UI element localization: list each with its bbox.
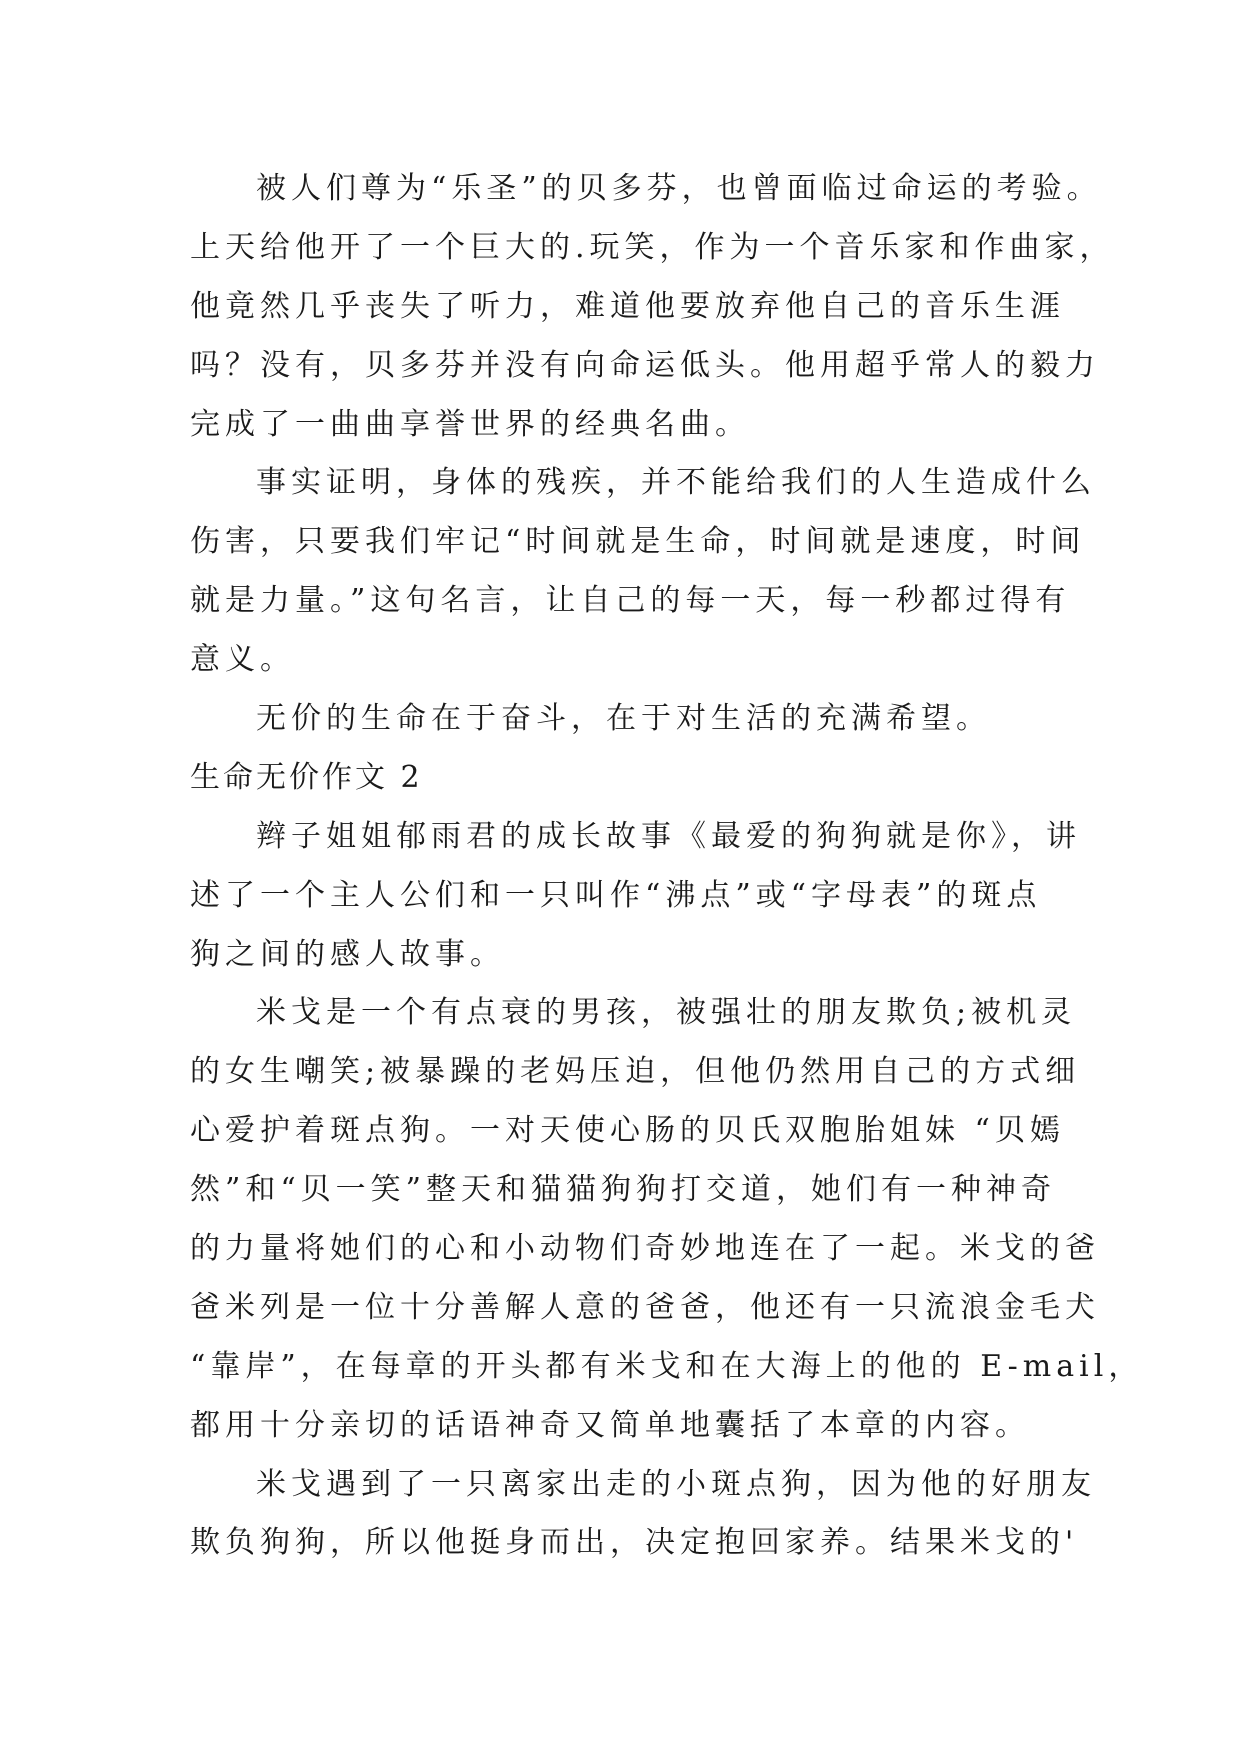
section-heading bbox=[190, 749, 1070, 808]
text-line: 述了一个主人公们和一只叫作“沸点”或“字母表”的斑点 bbox=[190, 877, 1042, 913]
paragraph-book-intro bbox=[190, 808, 1081, 985]
text-line: 然”和“贝一笑”整天和猫猫狗狗打交道，她们有一种神奇 bbox=[190, 1172, 1057, 1208]
text-line: 辫子姐姐郁雨君的成长故事《最爱的狗狗就是你》，讲 bbox=[256, 818, 1081, 854]
text-line: 的力量将她们的心和小动物们奇妙地连在了一起。米戈的爸 bbox=[190, 1231, 1100, 1267]
text-line: 的女生嘲笑;被暴躁的老妈压迫，但他仍然用自己的方式细 bbox=[190, 1054, 1081, 1090]
paragraph-characters bbox=[190, 984, 1144, 1455]
document-body bbox=[190, 160, 1144, 1573]
text-line: 完成了一曲曲享誉世界的经典名曲。 bbox=[190, 406, 750, 442]
text-line: 被人们尊为“乐圣”的贝多芬，也曾面临过命运的考验。 bbox=[256, 171, 1102, 206]
text-line: 无价的生命在于奋斗，在于对生活的充满希望。 bbox=[256, 701, 991, 737]
paragraph-facts bbox=[190, 454, 1096, 690]
section-title: 生命无价作文 2 bbox=[190, 759, 423, 795]
paragraph-beethoven bbox=[190, 160, 1115, 454]
text-line: 意义。 bbox=[190, 642, 295, 678]
text-line: 米戈遇到了一只离家出走的小斑点狗，因为他的好朋友 bbox=[256, 1466, 1096, 1502]
text-line: 狗之间的感人故事。 bbox=[190, 936, 505, 972]
text-line: 米戈是一个有点衰的男孩，被强壮的朋友欺负;被机灵 bbox=[256, 995, 1077, 1031]
text-line: 心爱护着斑点狗。一对天使心肠的贝氏双胞胎姐妹 “贝嫣 bbox=[190, 1113, 1065, 1149]
paragraph-conclusion bbox=[190, 690, 1070, 749]
text-line: 就是力量。”这句名言，让自己的每一天，每一秒都过得有 bbox=[190, 583, 1071, 619]
text-line: “靠岸”，在每章的开头都有米戈和在大海上的他的 E-mail， bbox=[190, 1348, 1144, 1384]
text-line: 事实证明，身体的残疾，并不能给我们的人生造成什么 bbox=[256, 465, 1096, 501]
text-line: 伤害，只要我们牢记“时间就是生命，时间就是速度，时间 bbox=[190, 524, 1086, 560]
text-line: 他竟然几乎丧失了听力，难道他要放弃他自己的音乐生涯 bbox=[190, 288, 1065, 324]
text-line: 上天给他开了一个巨大的.玩笑，作为一个音乐家和作曲家， bbox=[190, 229, 1115, 265]
paragraph-story bbox=[190, 1456, 1096, 1574]
text-line: 欺负狗狗，所以他挺身而出，决定抱回家养。结果米戈的' bbox=[190, 1525, 1079, 1561]
text-line: 爸米列是一位十分善解人意的爸爸，他还有一只流浪金毛犬 bbox=[190, 1289, 1100, 1325]
text-line: 都用十分亲切的话语神奇又简单地囊括了本章的内容。 bbox=[190, 1407, 1030, 1443]
text-line: 吗？没有，贝多芬并没有向命运低头。他用超乎常人的毅力 bbox=[190, 347, 1100, 383]
